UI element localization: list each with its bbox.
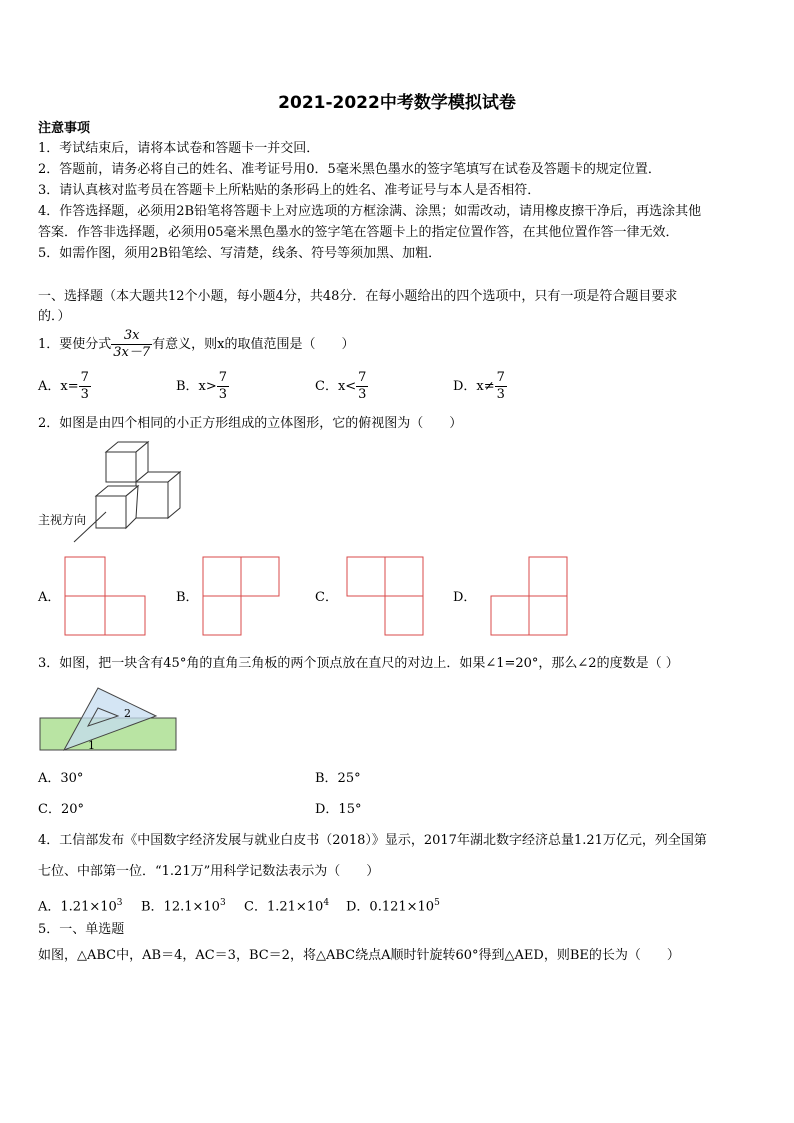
q4-option-c[interactable] [244,893,329,917]
notice-item: 1．考试结束后，请将本试卷和答题卡一并交回． [38,141,320,156]
page-title: 2021-2022中考数学模拟试卷 [278,93,516,113]
question-3: 3．如图，把一块含有45°角的直角三角板的两个顶点放在直尺的对边上．如果∠1=20°，那么∠2的度数是（ ） [38,656,679,671]
option-base: B．12.1×10 [141,899,220,915]
angle-1-label: 1 [88,739,95,752]
q3-option-b[interactable]: B．25° [315,771,361,786]
option-base: D．0.121×10 [346,899,435,915]
question-5: 如图，△ABC中，AB＝4，AC＝3，BC＝2，将△ABC绕点A顺时针旋转60°得到△AED，则BE的长为（ ） [38,948,680,963]
q1-frac-den: 3x－7 [113,345,151,360]
q2-option-b-figure [202,556,282,638]
notice-item: 5．如需作图，须用2B铅笔绘、写清楚，线条、符号等须加黑、加粗． [38,246,442,261]
q2-option-b[interactable]: B． [176,590,199,605]
q3-option-c[interactable]: C．20° [38,802,84,817]
cube-figure [30,440,200,550]
notice-item: 2．答题前，请务必将自己的姓名、准考证号用0．5毫米黑色墨水的签字笔填写在试卷及答题卡的规定位置． [38,162,661,177]
option-base: C．1.21×10 [244,899,324,915]
frac-den: 3 [358,387,367,402]
frac-den: 3 [496,387,505,402]
q1-suffix: 有意义，则x的取值范围是（ ） [152,337,355,352]
angle-2-label: 2 [124,707,131,720]
q2-option-c[interactable]: C． [315,590,338,605]
frac-num: 7 [358,370,367,385]
q1-frac-num: 3x [111,328,152,345]
notice-heading: 注意事项 [38,121,91,136]
q3-option-a[interactable]: A．30° [38,771,84,786]
option-label: B．x> [176,379,217,394]
q2-option-c-figure [346,556,426,638]
notice-item: 答案．作答非选择题，必须用05毫米黑色墨水的签字笔在答题卡上的指定位置作答，在其他位置作答一律无效． [38,225,679,240]
q1-option-c[interactable] [315,370,368,403]
section-heading-cont: 的．） [38,309,71,324]
question-2: 2．如图是由四个相同的小正方形组成的立体图形，它的俯视图为（ ） [38,416,463,431]
option-fraction [217,370,229,403]
q1-option-b[interactable] [176,370,229,403]
question-4: 4．工信部发布《中国数字经济发展与就业白皮书（2018）》显示，2017年湖北数字经济总量1.21万亿元，列全国第 [38,833,707,848]
frac-num: 7 [80,370,89,385]
option-label: C．x< [315,379,357,394]
q1-option-a[interactable] [38,370,91,403]
option-exponent: 4 [323,898,330,908]
option-label: A．x= [38,379,79,394]
frac-num: 7 [218,370,228,385]
q1-option-d[interactable] [453,370,507,403]
notice-item: 4．作答选择题，必须用2B铅笔将答题卡上对应选项的方框涂满、涂黑；如需改动，请用橡皮擦干净后，再选涂其他 [38,204,702,219]
q2-option-a[interactable]: A． [38,590,61,605]
q2-option-d[interactable]: D． [453,590,477,605]
frac-num: 7 [496,370,505,385]
section-heading: 一、选择题（本大题共12个小题，每小题4分，共48分．在每小题给出的四个选项中，只有一项是符合题目要求 [38,289,678,304]
question-4-cont: 七位、中部第一位．“1.21万”用科学记数法表示为（ ） [38,864,380,879]
option-label: D．x≠ [453,379,495,394]
notice-item: 3．请认真核对监考员在答题卡上所粘贴的条形码上的姓名、准考证号与本人是否相符． [38,183,541,198]
question-5-heading: 5．一、单选题 [38,922,125,937]
q2-option-d-figure [490,556,570,638]
q4-option-a[interactable] [38,893,123,917]
q2-option-a-figure [64,556,148,638]
option-base: A．1.21×10 [38,899,117,915]
option-exponent: 5 [434,898,440,908]
triangle-ruler-figure [36,686,182,756]
q1-prefix: 1．要使分式 [38,337,112,352]
direction-label: 主视方向 [38,513,87,527]
option-fraction [356,370,368,403]
option-exponent: 3 [116,898,123,908]
frac-den: 3 [218,387,228,402]
q4-option-d[interactable] [346,893,440,917]
option-fraction [495,370,507,403]
question-1 [38,328,355,361]
q1-fraction [111,328,152,361]
q4-option-b[interactable] [141,893,226,917]
option-fraction [79,370,91,403]
option-exponent: 3 [219,898,226,908]
frac-den: 3 [80,387,89,402]
q3-option-d[interactable]: D．15° [315,802,362,817]
